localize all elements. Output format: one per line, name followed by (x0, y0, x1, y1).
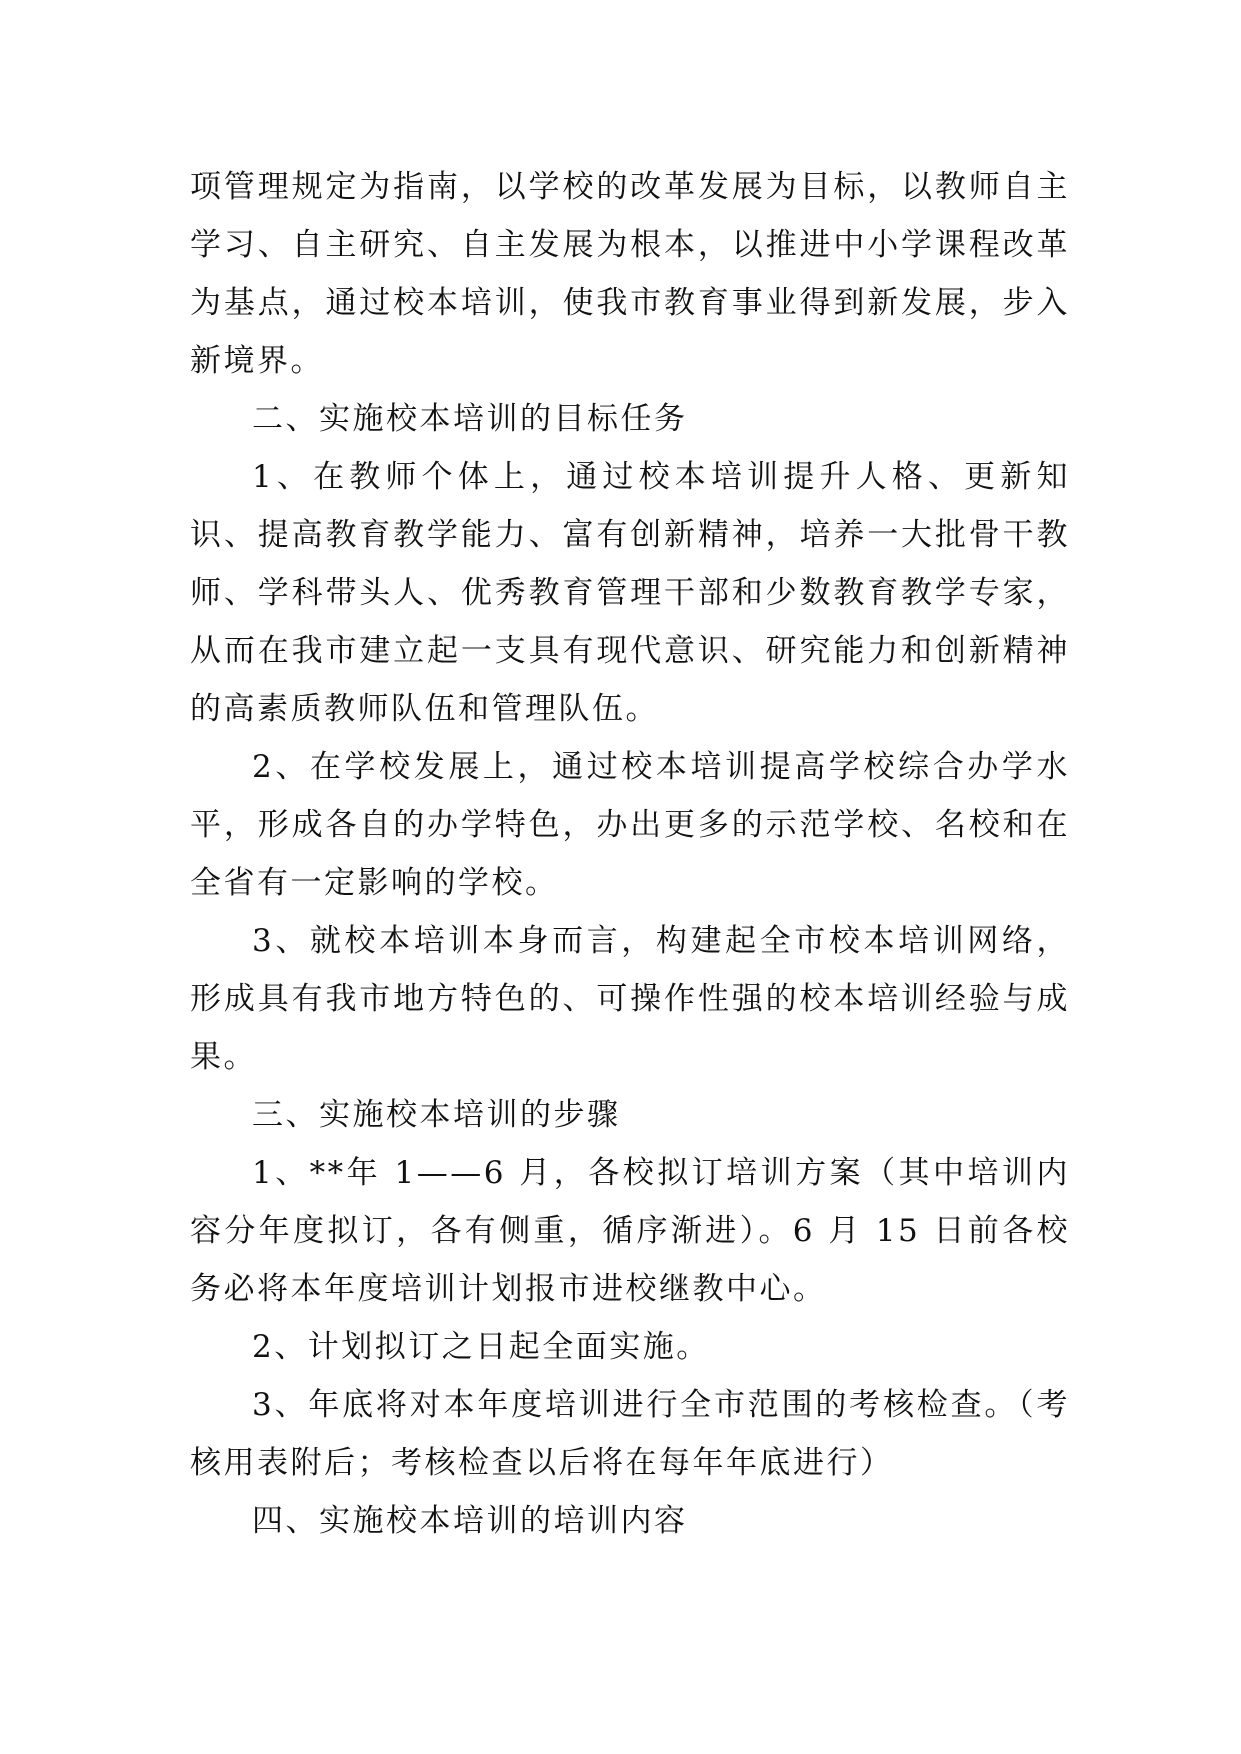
paragraph-step-1: 1、**年 1——6 月，各校拟订培训方案（其中培训内容分年度拟订，各有侧重，循序渐进）。6 月 15 日前各校务必将本年度培训计划报市进校继教中心。 (190, 1155, 1070, 1307)
paragraph-intro-continuation: 项管理规定为指南，以学校的改革发展为目标，以教师自主学习、自主研究、自主发展为根本，以推进中小学课程改革为基点，通过校本培训，使我市教育事业得到新发展，步入新境界。 (190, 169, 1070, 379)
paragraph-goal-1: 1、在教师个体上，通过校本培训提升人格、更新知识、提高教育教学能力、富有创新精神，培养一大批骨干教师、学科带头人、优秀教育管理干部和少数教育教学专家，从而在我市建立起一支具有现代意识、研究能力和创新精神的高素质教师队伍和管理队伍。 (190, 459, 1070, 727)
document-body (190, 158, 1070, 1550)
paragraph-step-3: 3、年底将对本年度培训进行全市范围的考核检查。（考核用表附后；考核检查以后将在每年年底进行） (190, 1387, 1070, 1481)
paragraph-goal-2: 2、在学校发展上，通过校本培训提高学校综合办学水平，形成各自的办学特色，办出更多的示范学校、名校和在全省有一定影响的学校。 (190, 749, 1070, 901)
heading-section-2: 二、实施校本培训的目标任务 (252, 401, 688, 437)
paragraph-goal-3: 3、就校本培训本身而言，构建起全市校本培训网络，形成具有我市地方特色的、可操作性强的校本培训经验与成果。 (190, 923, 1070, 1075)
heading-section-4: 四、实施校本培训的培训内容 (252, 1503, 688, 1539)
paragraph-step-2: 2、计划拟订之日起全面实施。 (252, 1329, 710, 1365)
heading-section-3: 三、实施校本培训的步骤 (252, 1097, 621, 1133)
